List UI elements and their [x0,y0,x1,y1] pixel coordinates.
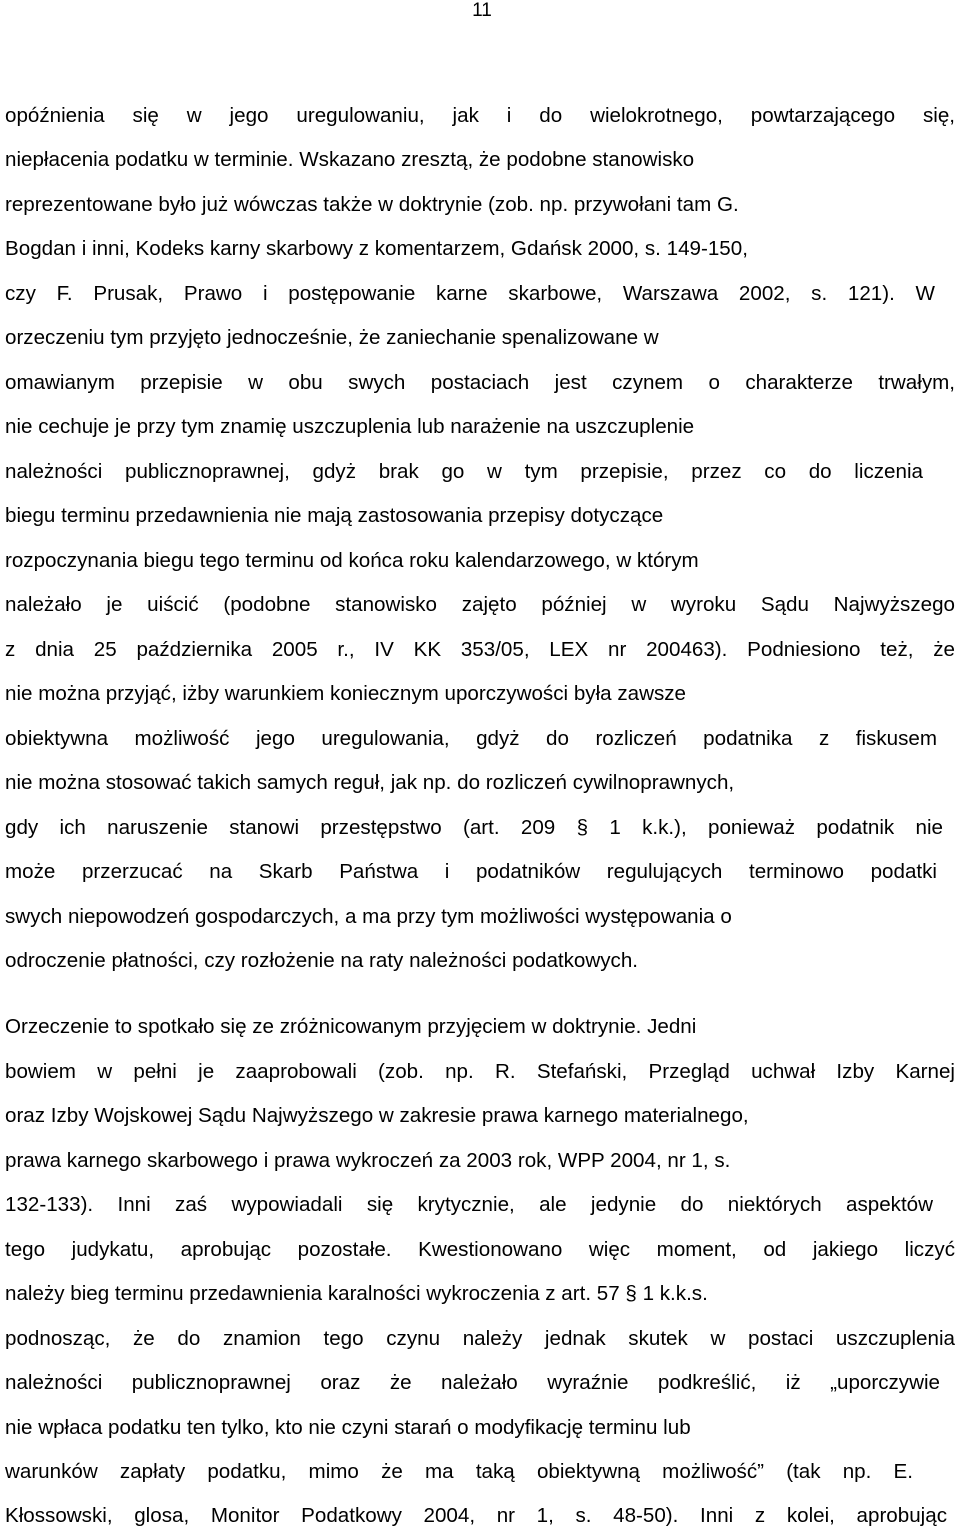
text-line: należności publicznoprawnej, gdyż brak go w tym przepisie, przez co do liczenia [5,460,923,483]
text-line: omawianym przepisie w obu swych postaciach jest czynem o charakterze trwałym, [5,371,955,394]
text-line: podnosząc, że do znamion tego czynu należy jednak skutek w postaci uszczuplenia [5,1327,955,1350]
text-line: niepłacenia podatku w terminie. Wskazano zresztą, że podobne stanowisko [5,148,695,171]
text-line: swych niepowodzeń gospodarczych, a ma przy tym możliwości występowania o [5,905,732,928]
text-line: obiektywna możliwość jego uregulowania, gdyż do rozliczeń podatnika z fiskusem [5,727,937,750]
text-line: opóźnienia się w jego uregulowaniu, jak i do wielokrotnego, powtarzającego się, [5,104,955,127]
text-line: Kłossowski, glosa, Monitor Podatkowy 2004, nr 1, s. 48-50). Inni z kolei, aprobując [5,1504,947,1527]
text-line: czy F. Prusak, Prawo i postępowanie karne skarbowe, Warszawa 2002, s. 121). W [5,282,935,305]
text-line: należności publicznoprawnej oraz że należało wyraźnie podkreślić, iż „uporczywie [5,1371,940,1394]
text-line: oraz Izby Wojskowej Sądu Najwyższego w zakresie prawa karnego materialnego, [5,1104,749,1127]
text-line: odroczenie płatności, czy rozłożenie na raty należności podatkowych. [5,949,639,972]
text-line: nie można stosować takich samych reguł, jak np. do rozliczeń cywilnoprawnych, [5,771,735,794]
text-line: nie można przyjąć, iżby warunkiem koniecznym uporczywości była zawsze [5,682,686,705]
text-line: prawa karnego skarbowego i prawa wykroczeń za 2003 rok, WPP 2004, nr 1, s. [5,1149,731,1172]
text-line: 132-133). Inni zaś wypowiadali się krytycznie, ale jedynie do niektórych aspektów [5,1193,933,1216]
text-line: orzeczeniu tym przyjęto jednocześnie, że zaniechanie spenalizowane w [5,326,659,349]
text-line: Orzeczenie to spotkało się ze zróżnicowanym przyjęciem w doktrynie. Jedni [5,1015,697,1038]
text-line: należy bieg terminu przedawnienia karalności wykroczenia z art. 57 § 1 k.k.s. [5,1282,708,1305]
text-line: reprezentowane było już wówczas także w doktrynie (zob. np. przywołani tam G. [5,193,739,216]
text-line: bowiem w pełni je zaaprobowali (zob. np. R. Stefański, Przegląd uchwał Izby Karnej [5,1060,955,1083]
text-line: należało je uiścić (podobne stanowisko zajęto później w wyroku Sądu Najwyższego [5,593,955,616]
text-line: gdy ich naruszenie stanowi przestępstwo (art. 209 § 1 k.k.), ponieważ podatnik nie [5,816,943,839]
text-line: rozpoczynania biegu tego terminu od końca roku kalendarzowego, w którym [5,549,699,572]
text-line: Bogdan i inni, Kodeks karny skarbowy z komentarzem, Gdańsk 2000, s. 149-150, [5,237,748,260]
text-line: nie wpłaca podatku ten tylko, kto nie czyni starań o modyfikację terminu lub [5,1416,691,1439]
text-line: z dnia 25 października 2005 r., IV KK 353/05, LEX nr 200463). Podniesiono też, że [5,638,955,661]
text-line: może przerzucać na Skarb Państwa i podatników regulujących terminowo podatki [5,860,937,883]
text-line: tego judykatu, aprobując pozostałe. Kwestionowano więc moment, od jakiego liczyć [5,1238,955,1261]
page-number: 11 [472,0,492,21]
text-line: nie cechuje je przy tym znamię uszczuplenia lub narażenie na uszczuplenie [5,415,695,438]
text-line: warunków zapłaty podatku, mimo że ma taką obiektywną możliwość” (tak np. E. [5,1460,913,1483]
text-line: biegu terminu przedawnienia nie mają zastosowania przepisy dotyczące [5,504,664,527]
